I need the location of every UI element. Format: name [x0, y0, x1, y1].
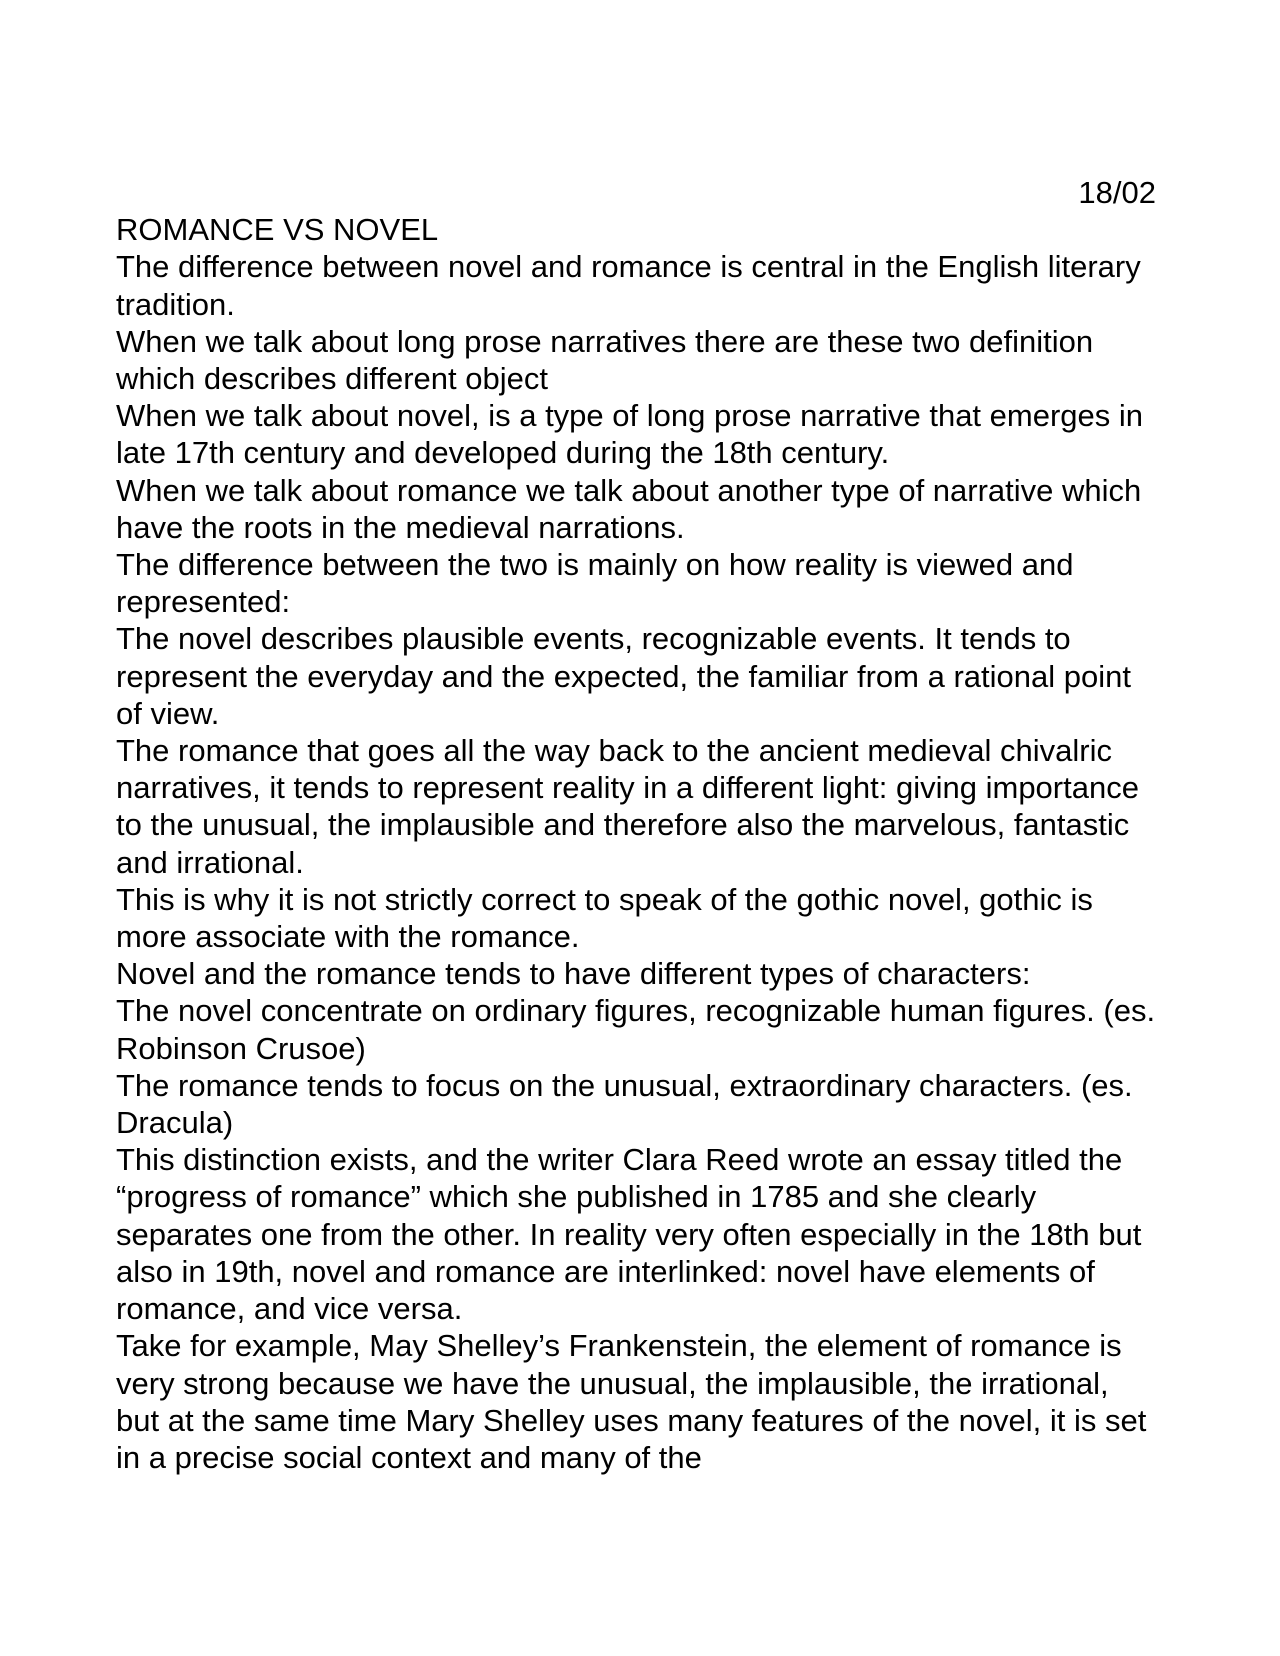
paragraph: When we talk about novel, is a type of long prose narrative that emerges in late 17th century and developed during the 18th century. — [116, 398, 1144, 471]
paragraph: When we talk about romance we talk about another type of narrative which have the roots in the medieval narrations. — [116, 472, 1142, 545]
paragraph: This is why it is not strictly correct to speak of the gothic novel, gothic is more associate with the romance. — [116, 881, 1093, 955]
paragraph: Take for example, May Shelley’s Frankenstein, the element of romance is very strong because we have the unusual, the implausible, the irrational, but at the same time Mary Shelley uses many features of the novel, it is set in a precise social context and many of the — [116, 1328, 1147, 1475]
paragraph: Novel and the romance tends to have different types of characters: — [116, 956, 1031, 992]
paragraph: The novel concentrate on ordinary figures, recognizable human figures. (es. Robinson Crusoe) — [116, 993, 1156, 1066]
document-body — [116, 174, 1156, 1476]
document-title: ROMANCE VS NOVEL — [116, 212, 439, 248]
paragraph: The difference between novel and romance is central in the English literary tradition. — [116, 249, 1141, 322]
document-date: 18/02 — [1078, 175, 1156, 210]
paragraph: When we talk about long prose narratives there are these two definition which describes different object — [116, 323, 1094, 397]
paragraph: The novel describes plausible events, recognizable events. It tends to represent the everyday and the expected, the familiar from a rational point of view. — [116, 621, 1131, 731]
paragraph: This distinction exists, and the writer Clara Reed wrote an essay titled the “progress of romance” which she published in 1785 and she clearly separates one from the other. In reality very often especially in the 18th but also in 19th, novel and romance are interlinked: novel have elements of romance, and vice versa. — [116, 1142, 1142, 1327]
paragraph: The difference between the two is mainly on how reality is viewed and represented: — [116, 547, 1074, 620]
paragraph: The romance tends to focus on the unusual, extraordinary characters. (es. Dracula) — [116, 1067, 1133, 1141]
paragraph: The romance that goes all the way back to the ancient medieval chivalric narratives, it tends to represent reality in a different light: giving importance to the unusual, the implausible and therefore also the marvelous, fantastic and irrational. — [116, 733, 1139, 880]
